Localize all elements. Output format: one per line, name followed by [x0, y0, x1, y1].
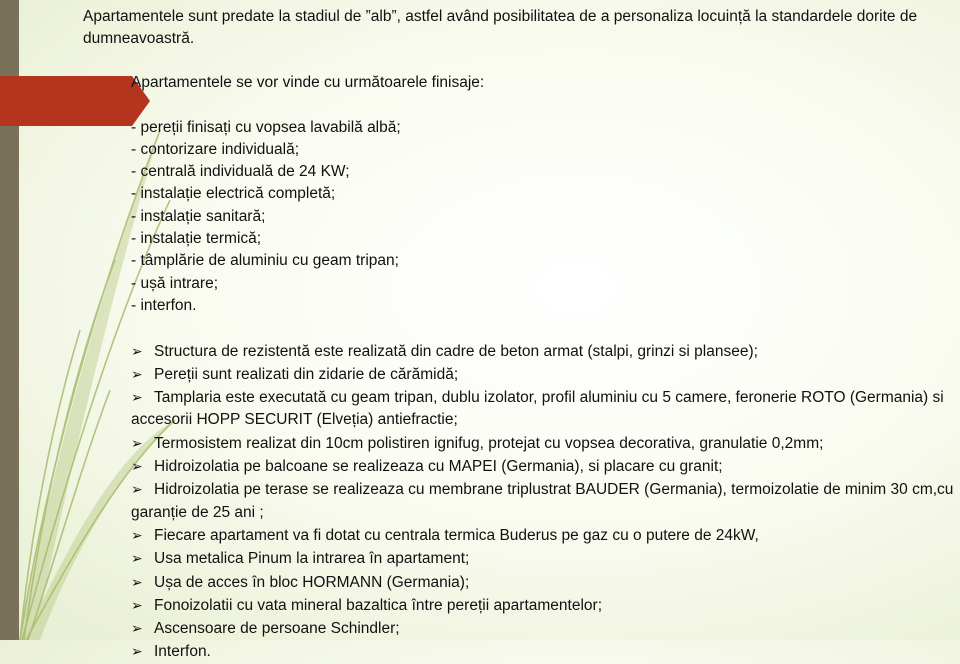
red-title-tab	[0, 76, 150, 126]
list-item-text: Ușa de acces în bloc HORMANN (Germania);	[154, 573, 470, 591]
list-item	[131, 455, 957, 478]
list-item-text: Ascensoare de persoane Schindler;	[154, 620, 400, 638]
features-list	[131, 340, 957, 664]
list-item	[131, 386, 957, 432]
list-item	[131, 432, 957, 455]
list-item: - interfon.	[131, 296, 197, 314]
list-item: - ușă intrare;	[131, 274, 219, 292]
list-item: - instalație termică;	[131, 230, 262, 248]
list-item	[131, 478, 957, 524]
arrow-bullet-icon: ➢	[131, 365, 143, 382]
arrow-bullet-icon: ➢	[131, 596, 143, 613]
arrow-bullet-icon: ➢	[131, 643, 143, 660]
arrow-bullet-icon: ➢	[131, 389, 143, 406]
list-item	[131, 547, 957, 570]
list-item-text: Interfon.	[154, 643, 211, 661]
list-item-text: Fonoizolatii cu vata mineral bazaltica între pereții apartamentelor;	[154, 596, 603, 614]
list-item: - centrală individuală de 24 KW;	[131, 163, 350, 181]
list-item-text: Hidroizolatia pe terase se realizeaza cu membrane triplustrat BAUDER (Germania), termoizolatie de minim 30 cm,cu garanție de 25 ani ;	[131, 481, 954, 521]
list-item-text: Termosistem realizat din 10cm polistiren ignifug, protejat cu vopsea decorativa, granulatie 0,2mm;	[154, 434, 824, 452]
spacer	[131, 94, 957, 116]
list-item-text: Fiecare apartament va fi dotat cu centrala termica Buderus pe gaz cu o putere de 24kW,	[154, 526, 759, 544]
arrow-bullet-icon: ➢	[131, 458, 143, 475]
list-item: - contorizare individuală;	[131, 140, 300, 158]
finishes-list	[131, 117, 957, 318]
list-item-text: Structura de rezistentă este realizată din cadre de beton armat (stalpi, grinzi si plansee);	[154, 342, 758, 360]
list-item: - instalație electrică completă;	[131, 185, 336, 203]
list-item	[131, 340, 957, 363]
list-item-text: Tamplaria este executată cu geam tripan, dublu izolator, profil aluminiu cu 5 camere, feronerie ROTO (Germania) si accesorii HOPP SECURIT (Elveția) antiefractie;	[131, 389, 944, 429]
list-item	[131, 571, 957, 594]
finishes-heading: Apartamentele se vor vinde cu următoarele finisaje:	[131, 74, 485, 91]
list-item	[131, 617, 957, 640]
list-item-text: Pereții sunt realizati din zidarie de cărămidă;	[154, 365, 459, 383]
arrow-bullet-icon: ➢	[131, 481, 143, 498]
arrow-bullet-icon: ➢	[131, 434, 143, 451]
list-item	[131, 594, 957, 617]
arrow-bullet-icon: ➢	[131, 620, 143, 637]
list-item: - instalație sanitară;	[131, 207, 266, 225]
list-item: - pereții finisați cu vopsea lavabilă albă;	[131, 118, 401, 136]
list-item-text: Hidroizolatia pe balcoane se realizeaza cu MAPEI (Germania), si placare cu granit;	[154, 458, 723, 476]
content-body	[131, 72, 957, 664]
arrow-bullet-icon: ➢	[131, 526, 143, 543]
list-item	[131, 363, 957, 386]
list-item: - tâmplărie de aluminiu cu geam tripan;	[131, 252, 399, 270]
arrow-bullet-icon: ➢	[131, 342, 143, 359]
list-item	[131, 640, 957, 663]
arrow-bullet-icon: ➢	[131, 573, 143, 590]
intro-paragraph: Apartamentele sunt predate la stadiul de ”alb”, astfel având posibilitatea de a personaliza locuință la standardele dorite de dumneavoastră.	[83, 8, 918, 47]
list-item	[131, 524, 957, 547]
arrow-bullet-icon: ➢	[131, 550, 143, 567]
list-item-text: Usa metalica Pinum la intrarea în apartament;	[154, 550, 470, 568]
spacer	[131, 317, 957, 339]
